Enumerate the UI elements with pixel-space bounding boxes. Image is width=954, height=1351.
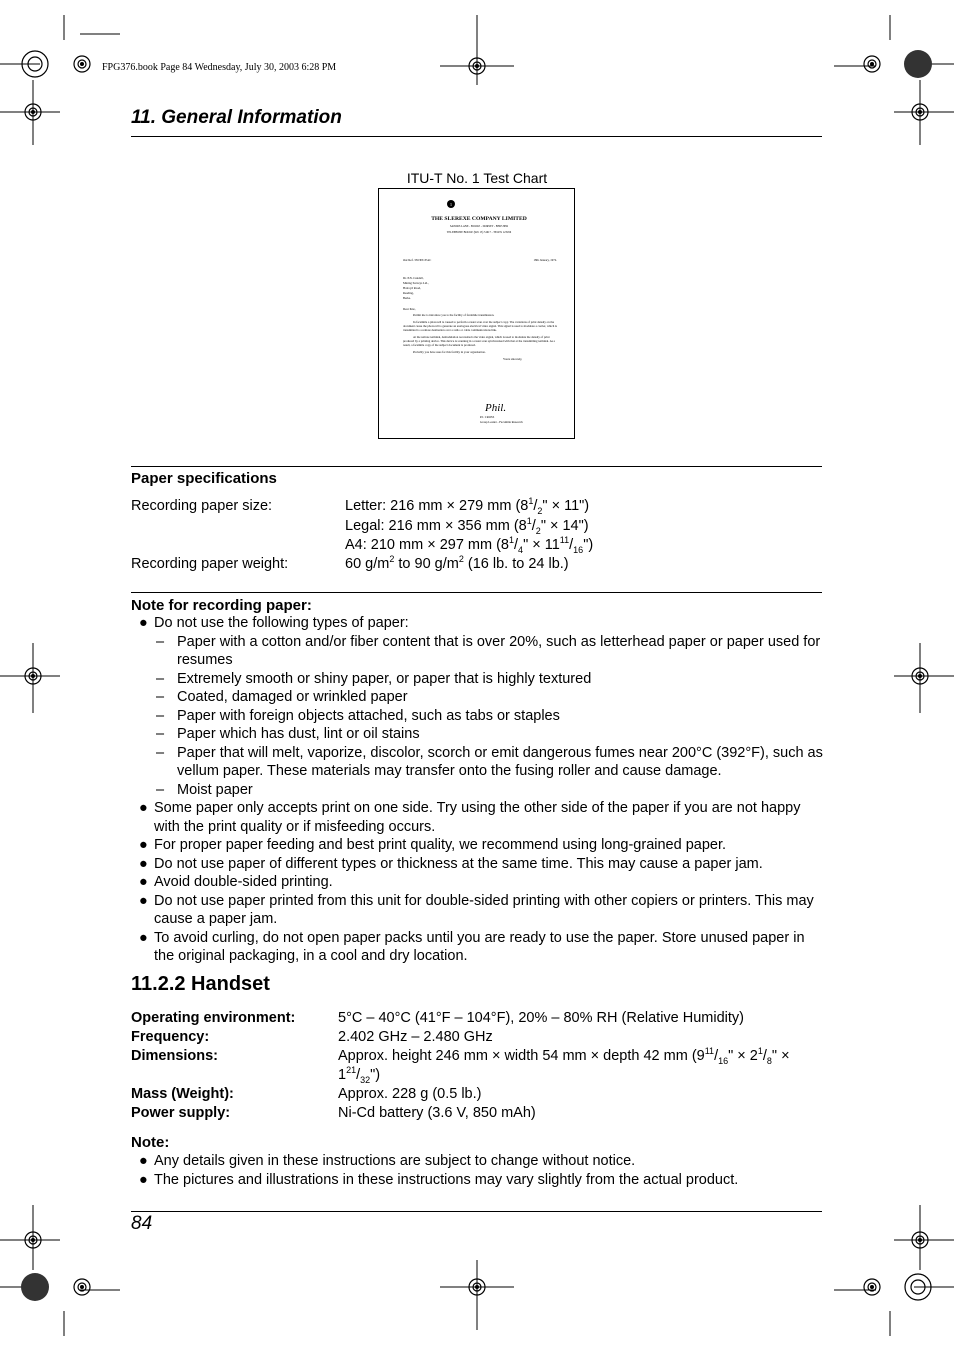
dash-icon: – — [156, 633, 165, 650]
chart-signer-title: Group Leader - Facsimile Research — [480, 420, 523, 424]
chart-date: 18th January, 1972. — [533, 258, 557, 262]
header-rule — [131, 136, 822, 137]
op-env-value: 5°C – 40°C (41°F – 104°F), 20% – 80% RH (Relative Humidity) — [338, 1010, 744, 1026]
note-rule — [131, 592, 822, 593]
bullet-icon: ● — [139, 615, 148, 631]
chart-signature: Phil. — [485, 402, 507, 414]
chart-company: THE SLEREXE COMPANY LIMITED — [431, 216, 527, 222]
section-title: 11. General Information — [131, 107, 342, 128]
bullet-icon: ● — [139, 837, 148, 853]
bullet-icon: ● — [139, 1171, 148, 1188]
bullet-icon: ● — [139, 892, 148, 909]
paper-size-label: Recording paper size: — [131, 498, 273, 514]
paper-weight-label: Recording paper weight: — [131, 556, 289, 572]
power-label: Power supply: — [131, 1105, 231, 1121]
chart-marker: 1 — [449, 202, 453, 207]
list-item: ● Do not use paper of different types or thickness at the same time. This may cause a paper jam. — [139, 855, 763, 872]
book-header: FPG376.book Page 84 Wednesday, July 30, 2003 6:28 PM — [102, 62, 337, 73]
paper-specs-heading: Paper specifications — [131, 470, 277, 487]
chart-recipient-5: Berks. — [403, 296, 411, 300]
paper-weight-value: 60 $g/m^2$ to 90 $g/m^2$ (16 lb. to 24 lb.) — [345, 554, 569, 572]
bullet-icon: ● — [139, 929, 148, 946]
list-item: ● Some paper only accepts print on one side. Try using the other side of the paper if you are not happy with the print quality or if misfeeding occurs. — [139, 800, 801, 835]
dash-icon: – — [156, 707, 165, 724]
list-subitem: – Coated, damaged or wrinkled paper — [156, 689, 408, 705]
bullet-icon: ● — [139, 874, 148, 890]
dash-icon: – — [156, 670, 165, 687]
dimensions-value: Approx. height 246 mm × width 54 mm × depth 42 mm ($9^{11}/_{16}$" × $2^1/_8$" × $1^{21}/_{32}$") — [338, 1046, 790, 1085]
note-recording-list — [131, 614, 826, 966]
chart-recipient-3: Holroyd Road, — [403, 286, 421, 290]
footer-rule — [131, 1211, 822, 1212]
paper-spec-rule — [131, 466, 822, 467]
bullet-icon: ● — [139, 1153, 148, 1169]
frequency-value: 2.402 GHz – 2.480 GHz — [338, 1029, 493, 1045]
list-subitem: – Paper which has dust, lint or oil stains — [156, 726, 420, 742]
chart-caption: ITU-T No. 1 Test Chart — [406, 170, 548, 186]
op-env-label: Operating environment: — [131, 1010, 296, 1026]
list-subitem: – Paper with foreign objects attached, such as tabs or staples — [156, 707, 560, 724]
list-item: ● The pictures and illustrations in these instructions may vary slightly from the actual product. — [139, 1171, 739, 1188]
list-item: ● Any details given in these instructions are subject to change without notice. — [139, 1153, 636, 1169]
list-item: ● To avoid curling, do not open paper packs until you are ready to use the paper. Store unused paper in the original packaging, in a cool and dry location. — [139, 929, 805, 964]
mass-label: Mass (Weight): — [131, 1086, 234, 1102]
chart-address-2: TELEPHONE BOOLE (945 13) 51617 - TELEX 123456 — [446, 231, 512, 234]
chart-signer: P.J. CROSS — [480, 415, 495, 419]
chart-para-1: Permit me to introduce you to the facility of facsimile transmission. — [413, 313, 495, 317]
note-list — [131, 1152, 826, 1189]
chart-recipient-4: Reading, — [403, 291, 414, 295]
chart-para-4: Probably you have uses for this facility in your organisation. — [413, 350, 486, 354]
note-recording-heading: Note for recording paper: — [131, 597, 312, 614]
list-subitem: – Extremely smooth or shiny paper, or paper that is highly textured — [156, 670, 592, 687]
dash-icon: – — [156, 744, 165, 761]
bullet-icon: ● — [139, 800, 148, 816]
chart-address-1: SAPORS LANE - BOOLE - DORSET - BH25 8ER — [449, 225, 509, 228]
handset-heading: 11.2.2 Handset — [131, 973, 270, 995]
chart-ref: Our Ref. 350/PJC/EAC — [403, 258, 432, 262]
list-item: ● Avoid double-sided printing. — [139, 874, 333, 890]
bullet-icon: ● — [139, 855, 148, 872]
list-subitem: – Paper with a cotton and/or fiber content that is over 20%, such as letterhead paper or paper used for resumes — [156, 633, 821, 668]
dash-icon: – — [156, 689, 165, 705]
paper-size-letter: Letter: 216 mm × 279 mm ($8^1/_2$" × 11") — [345, 496, 590, 516]
page-number: 84 — [131, 1213, 153, 1234]
paper-size-legal: Legal: 216 mm × 356 mm ($8^1/_2$" × 14") — [345, 516, 589, 536]
chart-recipient-2: Mining Surveys Ltd., — [403, 281, 429, 285]
dash-icon: – — [156, 781, 165, 798]
chart-para-2: In facsimile a photocell is caused to perform a raster scan over the subject copy. The variations of print density on the document cause the photocell to generate an analogous electrical video signal. This signal is used to modulate a carrier, which is transmitted to a remote destination over a radio or cable communications link. — [403, 320, 557, 332]
dash-icon: – — [156, 726, 165, 742]
power-value: Ni-Cd battery (3.6 V, 850 mAh) — [338, 1105, 536, 1121]
mass-value: Approx. 228 g (0.5 lb.) — [338, 1086, 482, 1102]
chart-closing: Yours sincerely, — [503, 357, 523, 361]
chart-recipient-1: Dr. P.N. Cundall, — [403, 276, 424, 280]
chart-salutation: Dear Pete, — [403, 307, 416, 311]
paper-size-a4: A4: 210 mm × 297 mm ($8^1/_4$" × $11^{11}/_{16}$") — [345, 535, 594, 555]
dimensions-label: Dimensions: — [131, 1048, 219, 1064]
chart-para-3: At the remote terminal, demodulation reconstructs the video signal, which is used to modulate the density of print produced by a printing device. This device is scanning in a raster scan synchronised with that at the transmitting terminal. As a result, a facsimile copy of the subject document is produced. — [403, 335, 555, 347]
list-item: ● Do not use the following types of paper: — [139, 615, 409, 631]
list-item: ● Do not use paper printed from this unit for double-sided printing with other copiers or printers. This may cause a paper jam. — [139, 892, 814, 927]
note-heading: Note: — [131, 1134, 170, 1151]
list-subitem: – Paper that will melt, vaporize, discolor, scorch or emit dangerous fumes near 200°C (392°F), such as vellum paper. These materials may transfer onto the fusing roller and cause damage. — [156, 744, 823, 779]
list-subitem: – Moist paper — [156, 781, 253, 798]
test-chart-image — [378, 188, 575, 439]
frequency-label: Frequency: — [131, 1029, 210, 1045]
list-item: ● For proper paper feeding and best print quality, we recommend using long-grained paper. — [139, 837, 727, 853]
